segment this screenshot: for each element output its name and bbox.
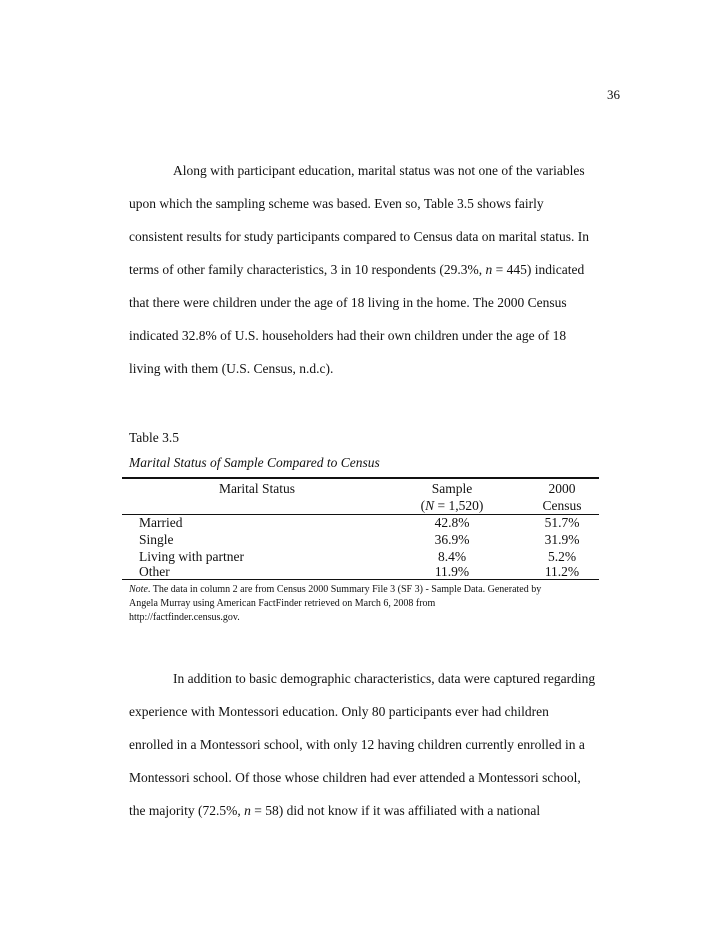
paragraph-1 (129, 154, 619, 385)
text-line: In addition to basic demographic characteristics, data were captured regarding (173, 671, 596, 686)
text-line: Montessori school. Of those whose children had ever attended a Montessori school, (129, 770, 581, 785)
column-header-marital-status: Marital Status (218, 481, 296, 496)
cell-census: 11.2% (544, 564, 580, 579)
text-line: that there were children under the age of 18 living in the home. The 2000 Census (129, 295, 567, 310)
note-line: http://factfinder.census.gov. (129, 612, 240, 623)
note-line: Note. The data in column 2 are from Census 2000 Summary File 3 (SF 3) - Sample Data. Generated by (129, 584, 542, 595)
text-line: Along with participant education, marital status was not one of the variables (173, 163, 585, 178)
text-line: terms of other family characteristics, 3 in 10 respondents (29.3%, n = 445) indicated (129, 262, 585, 277)
table-title: Marital Status of Sample Compared to Census (129, 455, 380, 470)
table-note (129, 583, 624, 625)
cell-census: 31.9% (544, 532, 580, 547)
table-bottom-rule (122, 579, 599, 580)
text-line: upon which the sampling scheme was based. Even so, Table 3.5 shows fairly (129, 196, 544, 211)
text-line: consistent results for study participants compared to Census data on marital status. In (129, 229, 590, 244)
table-row (122, 563, 599, 580)
table-top-rule (122, 477, 599, 479)
text-line: enrolled in a Montessori school, with only 12 having children currently enrolled in a (129, 737, 585, 752)
cell-sample: 8.4% (437, 549, 467, 564)
cell-census: 51.7% (544, 515, 580, 530)
cell-sample: 36.9% (434, 532, 470, 547)
cell-status: Other (139, 564, 170, 579)
note-line: Angela Murray using American FactFinder retrieved on March 6, 2008 from (129, 598, 436, 609)
text-line: indicated 32.8% of U.S. householders had their own children under the age of 18 (129, 328, 567, 343)
cell-status: Single (139, 532, 174, 547)
page-number: 36 (607, 87, 620, 102)
table-number: Table 3.5 (129, 430, 180, 445)
text-line: experience with Montessori education. Only 80 participants ever had children (129, 704, 549, 719)
table-row (122, 514, 599, 531)
cell-sample: 42.8% (434, 515, 470, 530)
cell-census: 5.2% (547, 549, 577, 564)
table-row (122, 531, 599, 548)
text-line: living with them (U.S. Census, n.d.c). (129, 361, 334, 376)
paragraph-2 (129, 662, 619, 827)
column-header-sample: Sample (N = 1,520) (420, 481, 484, 513)
cell-status: Living with partner (139, 549, 244, 564)
column-header-census: 2000 Census (542, 481, 582, 513)
text-line: the majority (72.5%, n = 58) did not know if it was affiliated with a national (129, 803, 541, 818)
cell-sample: 11.9% (434, 564, 470, 579)
cell-status: Married (139, 515, 183, 530)
